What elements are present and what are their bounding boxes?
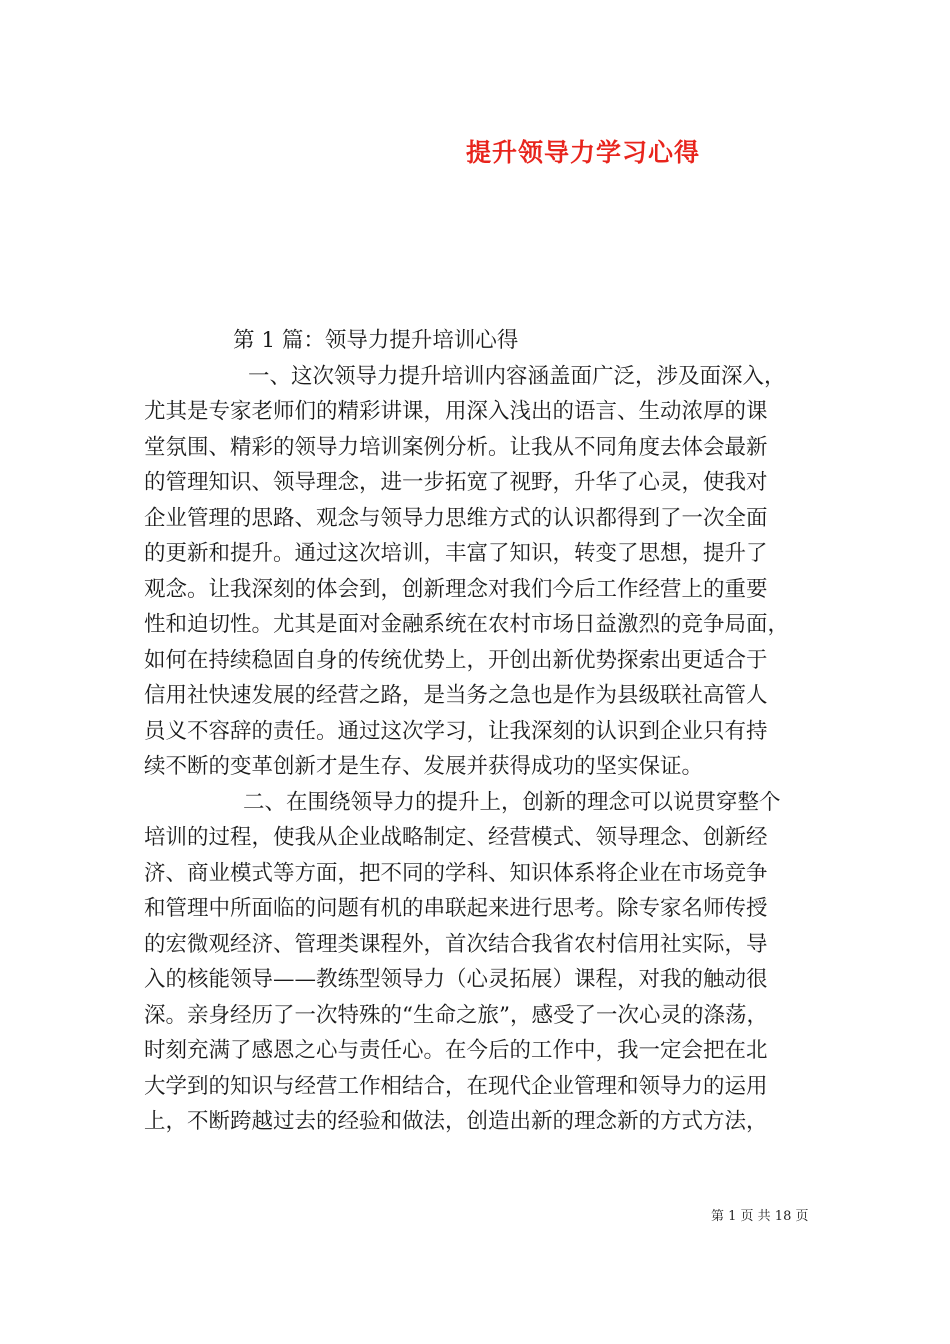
paragraph-line: 时刻充满了感恩之心与责任心。在今后的工作中，我一定会把在北 [144, 1038, 768, 1063]
paragraph-line: 的更新和提升。通过这次培训，丰富了知识，转变了思想，提升了 [144, 541, 768, 566]
document-body [144, 323, 820, 1140]
paragraph-line: 观念。让我深刻的体会到，创新理念对我们今后工作经营上的重要 [144, 576, 768, 602]
paragraph-line: 的管理知识、领导理念，进一步拓宽了视野，升华了心灵，使我对 [144, 470, 768, 495]
paragraph-2 [144, 785, 820, 1140]
paragraph-line: 大学到的知识与经营工作相结合，在现代企业管理和领导力的运用 [144, 1073, 768, 1099]
paragraph-1 [144, 359, 820, 785]
paragraph-line: 尤其是专家老师们的精彩讲课，用深入浅出的语言、生动浓厚的课 [144, 399, 768, 424]
paragraph-line: 一、这次领导力提升培训内容涵盖面广泛，涉及面深入， [248, 363, 786, 389]
paragraph-line: 信用社快速发展的经营之路，是当务之急也是作为县级联社高管人 [144, 683, 768, 708]
paragraph-line: 培训的过程，使我从企业战略制定、经营模式、领导理念、创新经 [144, 825, 768, 850]
paragraph-line: 员义不容辞的责任。通过这次学习，让我深刻的认识到企业只有持 [144, 718, 768, 744]
paragraph-line: 和管理中所面临的问题有机的串联起来进行思考。除专家名师传授 [144, 896, 768, 921]
paragraph-line: 上，不断跨越过去的经验和做法，创造出新的理念新的方式方法， [144, 1109, 768, 1134]
paragraph-line: 济、商业模式等方面，把不同的学科、知识体系将企业在市场竞争 [144, 860, 768, 886]
paragraph-line: 深。亲身经历了一次特殊的“生命之旅”，感受了一次心灵的涤荡， [144, 1002, 768, 1028]
paragraph-line: 二、在围绕领导力的提升上，创新的理念可以说贯穿整个 [243, 789, 781, 815]
paragraph-line: 的宏微观经济、管理类课程外，首次结合我省农村信用社实际，导 [144, 931, 768, 957]
paragraph-line: 如何在持续稳固自身的传统优势上，开创出新优势探索出更适合于 [144, 647, 768, 673]
section-heading: 第 1 篇：领导力提升培训心得 [233, 328, 519, 353]
paragraph-line: 性和迫切性。尤其是面对金融系统在农村市场日益激烈的竞争局面， [144, 612, 790, 637]
page-number-footer: 第 1 页 共 18 页 [711, 1209, 809, 1224]
paragraph-line: 堂氛围、精彩的领导力培训案例分析。让我从不同角度去体会最新 [144, 434, 768, 460]
document-title: 提升领导力学习心得 [465, 138, 700, 167]
paragraph-line: 入的核能领导——教练型领导力（心灵拓展）课程，对我的触动很 [144, 967, 768, 992]
paragraph-line: 续不断的变革创新才是生存、发展并获得成功的坚实保证。 [144, 754, 704, 779]
paragraph-line: 企业管理的思路、观念与领导力思维方式的认识都得到了一次全面 [144, 505, 768, 531]
